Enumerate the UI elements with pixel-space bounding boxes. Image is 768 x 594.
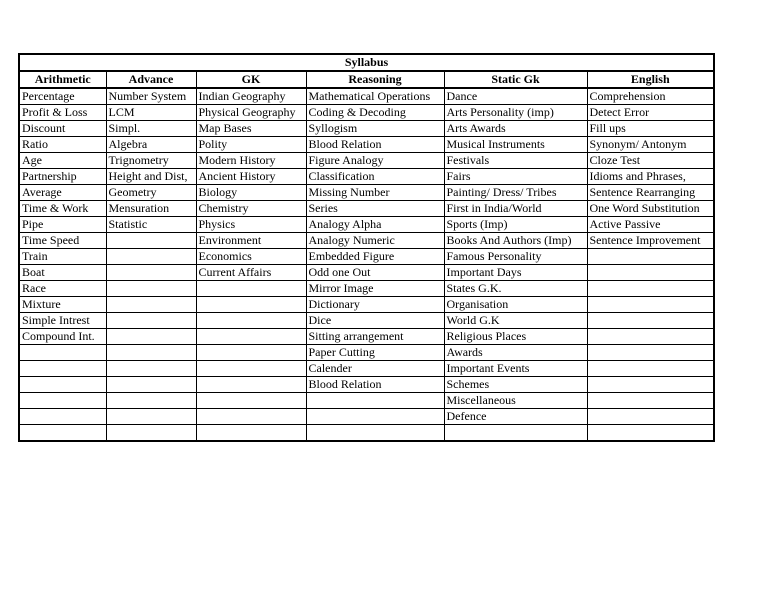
column-header: English: [587, 71, 714, 88]
table-cell: Economics: [196, 249, 306, 265]
table-cell: Time & Work: [19, 201, 106, 217]
table-cell: Active Passive: [587, 217, 714, 233]
table-row: [19, 425, 714, 442]
table-cell: Pipe: [19, 217, 106, 233]
table-row: [19, 249, 714, 265]
table-cell: [19, 425, 106, 442]
table-cell: Physical Geography: [196, 105, 306, 121]
table-cell: Famous Personality: [444, 249, 587, 265]
table-cell: Idioms and Phrases,: [587, 169, 714, 185]
table-cell: Current Affairs: [196, 265, 306, 281]
table-cell: Important Events: [444, 361, 587, 377]
table-cell: Trignometry: [106, 153, 196, 169]
table-cell: [196, 409, 306, 425]
table-row: [19, 233, 714, 249]
table-cell: Comprehension: [587, 88, 714, 105]
table-cell: Chemistry: [196, 201, 306, 217]
table-cell: [106, 281, 196, 297]
table-cell: [19, 345, 106, 361]
table-cell: [19, 361, 106, 377]
table-cell: Statistic: [106, 217, 196, 233]
column-header: GK: [196, 71, 306, 88]
table-cell: [106, 377, 196, 393]
table-cell: [106, 297, 196, 313]
table-cell: [106, 409, 196, 425]
table-row: [19, 313, 714, 329]
table-row: [19, 105, 714, 121]
table-cell: Odd one Out: [306, 265, 444, 281]
table-cell: Awards: [444, 345, 587, 361]
table-cell: [106, 393, 196, 409]
table-row: [19, 121, 714, 137]
table-cell: Boat: [19, 265, 106, 281]
table-cell: Schemes: [444, 377, 587, 393]
table-row: [19, 137, 714, 153]
table-cell: Modern History: [196, 153, 306, 169]
table-cell: [587, 425, 714, 442]
table-cell: [19, 393, 106, 409]
table-cell: Dance: [444, 88, 587, 105]
table-cell: Synonym/ Antonym: [587, 137, 714, 153]
table-cell: World G.K: [444, 313, 587, 329]
table-cell: [19, 409, 106, 425]
table-cell: Analogy Numeric: [306, 233, 444, 249]
table-cell: [106, 425, 196, 442]
table-cell: Cloze Test: [587, 153, 714, 169]
table-cell: [196, 425, 306, 442]
table-cell: Analogy Alpha: [306, 217, 444, 233]
table-row: [19, 329, 714, 345]
table-cell: Sports (Imp): [444, 217, 587, 233]
table-row: [19, 201, 714, 217]
table-cell: Series: [306, 201, 444, 217]
table-cell: Simple Intrest: [19, 313, 106, 329]
column-header-row: [19, 71, 714, 88]
table-cell: Detect Error: [587, 105, 714, 121]
table-cell: [196, 393, 306, 409]
table-cell: Percentage: [19, 88, 106, 105]
table-cell: Painting/ Dress/ Tribes: [444, 185, 587, 201]
table-cell: [196, 297, 306, 313]
table-cell: States G.K.: [444, 281, 587, 297]
table-cell: Average: [19, 185, 106, 201]
table-cell: Ratio: [19, 137, 106, 153]
table-cell: [587, 409, 714, 425]
table-cell: Fairs: [444, 169, 587, 185]
table-cell: [587, 313, 714, 329]
table-cell: Height and Dist,: [106, 169, 196, 185]
table-cell: Mirror Image: [306, 281, 444, 297]
table-cell: Simpl.: [106, 121, 196, 137]
table-cell: Indian Geography: [196, 88, 306, 105]
table-row: [19, 297, 714, 313]
table-cell: One Word Substitution: [587, 201, 714, 217]
table-cell: Train: [19, 249, 106, 265]
table-cell: [196, 361, 306, 377]
table-cell: Polity: [196, 137, 306, 153]
table-cell: [587, 329, 714, 345]
column-header: Arithmetic: [19, 71, 106, 88]
table-cell: Algebra: [106, 137, 196, 153]
column-header: Static Gk: [444, 71, 587, 88]
table-cell: Discount: [19, 121, 106, 137]
table-cell: [306, 409, 444, 425]
table-cell: Coding & Decoding: [306, 105, 444, 121]
table-cell: Important Days: [444, 265, 587, 281]
table-row: [19, 217, 714, 233]
table-cell: Race: [19, 281, 106, 297]
table-cell: Classification: [306, 169, 444, 185]
table-cell: Physics: [196, 217, 306, 233]
table-cell: Partnership: [19, 169, 106, 185]
table-cell: [106, 313, 196, 329]
table-cell: [106, 361, 196, 377]
table-row: [19, 281, 714, 297]
table-cell: [106, 249, 196, 265]
table-cell: Embedded Figure: [306, 249, 444, 265]
page-title: Syllabus: [19, 54, 714, 71]
table-cell: Musical Instruments: [444, 137, 587, 153]
table-cell: Fill ups: [587, 121, 714, 137]
table-cell: Religious Places: [444, 329, 587, 345]
table-cell: [587, 297, 714, 313]
table-cell: Missing Number: [306, 185, 444, 201]
column-header: Advance: [106, 71, 196, 88]
table-cell: Mathematical Operations: [306, 88, 444, 105]
table-row: [19, 169, 714, 185]
table-cell: Biology: [196, 185, 306, 201]
table-cell: Time Speed: [19, 233, 106, 249]
syllabus-table: [18, 53, 715, 442]
table-cell: [196, 345, 306, 361]
table-cell: Compound Int.: [19, 329, 106, 345]
table-cell: [196, 281, 306, 297]
table-cell: Mixture: [19, 297, 106, 313]
table-cell: [106, 265, 196, 281]
table-row: [19, 361, 714, 377]
table-body: [19, 88, 714, 441]
table-cell: Blood Relation: [306, 137, 444, 153]
table-cell: Syllogism: [306, 121, 444, 137]
table-cell: [587, 265, 714, 281]
table-cell: Profit & Loss: [19, 105, 106, 121]
table-cell: [106, 329, 196, 345]
table-row: [19, 88, 714, 105]
table-cell: Paper Cutting: [306, 345, 444, 361]
table-cell: [587, 249, 714, 265]
table-cell: First in India/World: [444, 201, 587, 217]
column-header: Reasoning: [306, 71, 444, 88]
table-cell: Calender: [306, 361, 444, 377]
table-cell: [106, 233, 196, 249]
table-cell: [587, 377, 714, 393]
table-cell: [444, 425, 587, 442]
table-row: [19, 409, 714, 425]
table-cell: [587, 281, 714, 297]
table-cell: Arts Personality (imp): [444, 105, 587, 121]
table-row: [19, 345, 714, 361]
table-cell: Books And Authors (Imp): [444, 233, 587, 249]
table-cell: [587, 345, 714, 361]
table-cell: [306, 425, 444, 442]
table-cell: Sentence Improvement: [587, 233, 714, 249]
table-row: [19, 153, 714, 169]
table-cell: [587, 393, 714, 409]
table-cell: Number System: [106, 88, 196, 105]
table-cell: LCM: [106, 105, 196, 121]
table-cell: Festivals: [444, 153, 587, 169]
table-cell: Blood Relation: [306, 377, 444, 393]
table-cell: Organisation: [444, 297, 587, 313]
table-cell: [106, 345, 196, 361]
table-cell: Age: [19, 153, 106, 169]
table-cell: Sentence Rearranging: [587, 185, 714, 201]
table-cell: Dice: [306, 313, 444, 329]
table-cell: [306, 393, 444, 409]
table-cell: Defence: [444, 409, 587, 425]
table-cell: Dictionary: [306, 297, 444, 313]
table-cell: Ancient History: [196, 169, 306, 185]
table-cell: [196, 313, 306, 329]
table-cell: [587, 361, 714, 377]
table-cell: Map Bases: [196, 121, 306, 137]
table-cell: Arts Awards: [444, 121, 587, 137]
table-cell: Miscellaneous: [444, 393, 587, 409]
table-row: [19, 185, 714, 201]
table-row: [19, 393, 714, 409]
table-cell: Environment: [196, 233, 306, 249]
table-cell: [196, 329, 306, 345]
table-cell: [196, 377, 306, 393]
table-cell: Geometry: [106, 185, 196, 201]
table-cell: Mensuration: [106, 201, 196, 217]
table-cell: [19, 377, 106, 393]
table-cell: Sitting arrangement: [306, 329, 444, 345]
table-row: [19, 265, 714, 281]
table-cell: Figure Analogy: [306, 153, 444, 169]
table-row: [19, 377, 714, 393]
